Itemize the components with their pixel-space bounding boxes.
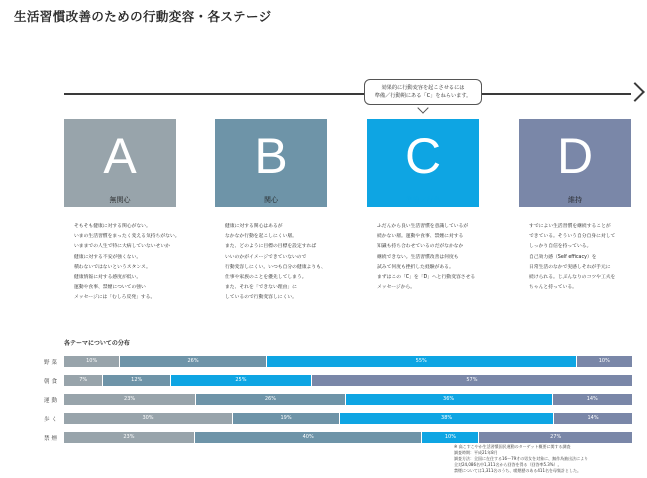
bar-segment-d: 10% [577, 356, 633, 367]
description-line: いいのかがイメージできていないので [225, 254, 307, 260]
stage-description [377, 222, 485, 293]
description-line: メッセージには「むしろ反発」する。 [74, 295, 156, 301]
timeline-arrow [64, 93, 631, 95]
description-line: そもそも健康に対する関心がない。 [74, 224, 151, 229]
description-line: 試みて何度も挫折した経験がある。 [377, 264, 454, 270]
description-line: 行動変容しにくい。いつも自分の健康よりも、 [225, 264, 326, 270]
description-line: 自己効力感（Self efficacy）を [529, 254, 597, 260]
bar-segment-b: 26% [196, 394, 345, 405]
bar-segment-a: 23% [64, 394, 196, 405]
description-line: また、それを「できない理由」に [225, 285, 297, 291]
bar-row [64, 356, 633, 367]
bar-row [64, 432, 633, 443]
stage-name: 関心 [264, 196, 278, 204]
bar-segment-a: 23% [64, 432, 195, 443]
description-line: メッセージから。 [377, 285, 416, 291]
note-line: 禁煙については1,311名のうち、喫煙歴のある411名を母集計とした。 [454, 468, 582, 473]
stage-name: 無関心 [109, 196, 131, 204]
stage-description [225, 222, 333, 304]
bar-segment-a: 30% [64, 413, 233, 424]
description-line: 積わないではないというスタンス。 [74, 264, 151, 270]
bar-segment-b: 26% [120, 356, 266, 367]
description-line: いまの生活習慣をまったく変える気持ちがない。 [74, 234, 180, 240]
stage-name: 維持 [568, 196, 582, 204]
note-line: 調査方法：全国に在住する16〜79才の男女を対象に、無作為抽出法により [454, 456, 589, 461]
description-line: 健康に対する関心はあるが [225, 224, 283, 229]
description-line: 継続できない。生活習慣改善は何度も [377, 254, 459, 260]
page-title: 生活習慣改善のための行動変容・各ステージ [14, 9, 272, 24]
stage-box-b [215, 119, 327, 207]
description-line: しっかり自信を持っている。 [529, 244, 592, 250]
bar-row [64, 394, 633, 405]
description-line: 仕事や家族のことを優先してしまう。 [225, 275, 307, 281]
stage-box-a [64, 119, 176, 207]
callout-line-1: 効果的に行動変容を起こさせるには [381, 85, 465, 91]
note-line: 調査時期：平成21年8月 [454, 450, 498, 455]
description-line: ちゃんと持っている。 [529, 285, 577, 291]
bar-segment-b: 19% [233, 413, 340, 424]
stage-box-c [367, 119, 479, 207]
bar-row [64, 413, 633, 424]
description-line: また、どのように目標の目標を設定すれば [225, 244, 317, 250]
callout-box [364, 79, 482, 105]
description-line: いままでの人生で特に大病していないせいか [74, 244, 170, 250]
bar-segment-a: 10% [64, 356, 120, 367]
description-line: ふだんから良い生活習慣を意識しているが [377, 224, 469, 229]
description-line: 続かない層。運動や食事、禁煙に対する [377, 234, 464, 240]
arrow-head-icon [625, 82, 645, 102]
stage-description [74, 222, 182, 304]
stage-description [529, 222, 637, 293]
survey-note [454, 444, 588, 474]
stage-name: 準備／行動 [405, 196, 441, 204]
category-label: 運動 [44, 398, 60, 404]
note-line: 全対24,086名中1,311名から回答を得る（回答率5.3%）。 [454, 462, 562, 467]
bar-segment-d: 14% [554, 413, 633, 424]
callout-line-2: 準備／行動期にある「C」をねらいます。 [374, 93, 472, 99]
description-line: まずはこの「C」を「D」へと行動変容させる [377, 275, 476, 281]
bar-segment-b: 40% [195, 432, 423, 443]
description-line: なかなか行動を起こしにくい層。 [225, 234, 297, 240]
description-line: 運動や食事、禁煙についての強い [74, 285, 146, 291]
category-label: 禁煙 [44, 436, 60, 442]
bar-row [64, 375, 633, 386]
description-line: 知識も持ち合わせているのだがなかなか [377, 244, 464, 250]
note-line: ※ 高こすこやか生活習慣国民運動のターゲット概要に関する調査 [454, 444, 571, 449]
bar-segment-c: 38% [340, 413, 554, 424]
description-line: 健康に対する不安が強くない。 [74, 254, 142, 260]
bar-segment-b: 12% [103, 375, 171, 386]
bar-segment-c: 25% [171, 375, 312, 386]
bar-segment-d: 57% [312, 375, 633, 386]
category-label: 歩く [44, 417, 60, 423]
description-line: できている。そういう自分自身に対して [529, 234, 616, 240]
bar-segment-a: 7% [64, 375, 103, 386]
stage-letter: D [556, 128, 594, 184]
category-label: 朝食 [44, 379, 60, 385]
bar-segment-c: 36% [346, 394, 553, 405]
category-label: 野菜 [44, 360, 60, 366]
description-line: しているので行動変容しにくい。 [225, 295, 297, 301]
description-line: 日常生活のなかで実感しそれが手元に [529, 264, 611, 270]
stage-letter: C [404, 128, 442, 184]
bar-segment-c: 10% [422, 432, 479, 443]
description-line: 続けられる。じぶんなりのコツや工夫を [529, 275, 616, 281]
stage-letter: B [254, 128, 288, 184]
bar-segment-d: 14% [553, 394, 633, 405]
bar-segment-c: 55% [267, 356, 577, 367]
chart-title: 各テーマについての分布 [64, 340, 130, 347]
description-line: すでによい生活習慣を継続することが [529, 224, 611, 229]
bar-segment-d: 27% [479, 432, 633, 443]
description-line: 健康情報に対する感度が低い。 [74, 275, 142, 281]
stage-box-d [519, 119, 631, 207]
stage-letter: A [103, 128, 137, 184]
